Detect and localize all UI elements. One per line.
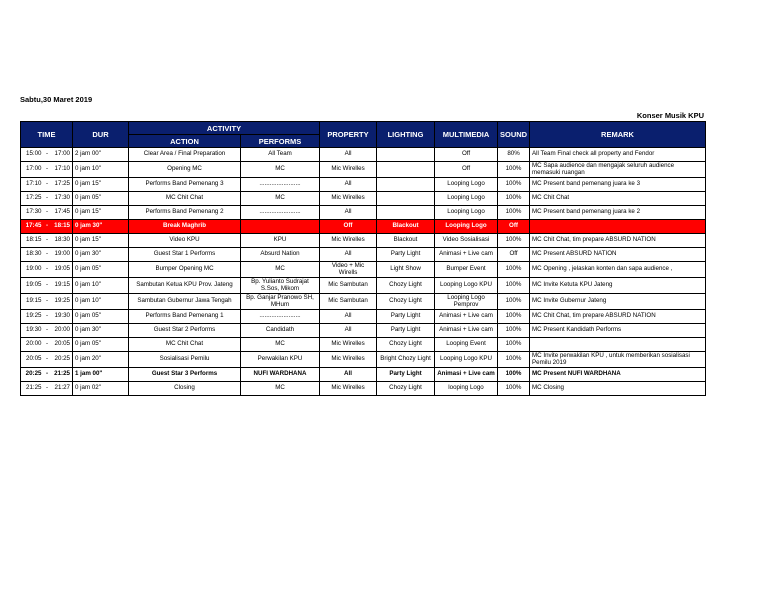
cell-remark: MC Chit Chat, tim prepare ABSURD NATION (530, 234, 706, 248)
table-row (21, 162, 706, 178)
cell-multimedia: Video Sosialisasi (435, 234, 498, 248)
cell-multimedia: Looping Event (435, 338, 498, 352)
cell-duration: 0 jam 05" (73, 338, 129, 352)
cell-duration: 0 jam 05" (73, 262, 129, 278)
cell-time-separator: - (44, 338, 51, 352)
cell-time-end: 20:05 (51, 338, 73, 352)
cell-time-start: 19:30 (21, 324, 44, 338)
cell-time-separator: - (44, 248, 51, 262)
cell-time-end: 17:25 (51, 178, 73, 192)
cell-action: Sambutan Ketua KPU Prov. Jateng (129, 278, 241, 294)
col-activity: ACTIVITY (129, 122, 320, 135)
cell-multimedia: Off (435, 162, 498, 178)
table-row (21, 206, 706, 220)
cell-remark: MC Opening , jelaskan konten dan sapa audience , (530, 262, 706, 278)
cell-duration: 0 jam 30" (73, 220, 129, 234)
cell-action: Break Maghrib (129, 220, 241, 234)
cell-lighting: Blackout (377, 220, 435, 234)
table-row (21, 278, 706, 294)
cell-multimedia: Looping Logo (435, 192, 498, 206)
cell-time-start: 17:10 (21, 178, 44, 192)
cell-sound: Off (498, 248, 530, 262)
col-property: PROPERTY (320, 122, 377, 148)
cell-lighting: Chozy Light (377, 338, 435, 352)
cell-time-start: 17:45 (21, 220, 44, 234)
cell-performs: MC (241, 192, 320, 206)
cell-performs: ........................ (241, 310, 320, 324)
cell-sound: 100% (498, 262, 530, 278)
cell-time-start: 19:25 (21, 310, 44, 324)
table-row (21, 294, 706, 310)
cell-property: All (320, 178, 377, 192)
cell-sound: 80% (498, 148, 530, 162)
cell-remark: MC Chit Chat (530, 192, 706, 206)
cell-action: Sosialisasi Pemilu (129, 352, 241, 368)
cell-time-start: 20:25 (21, 368, 44, 382)
cell-action: Video KPU (129, 234, 241, 248)
cell-multimedia: Bumper Event (435, 262, 498, 278)
cell-multimedia: Looping Logo (435, 178, 498, 192)
cell-property: All (320, 206, 377, 220)
cell-lighting: Chozy Light (377, 382, 435, 396)
cell-lighting: Party Light (377, 324, 435, 338)
cell-remark: MC Present band pemenang juara ke 2 (530, 206, 706, 220)
cell-duration: 0 jam 10" (73, 294, 129, 310)
col-remark: REMARK (530, 122, 706, 148)
cell-action: Performs Band Pemenang 1 (129, 310, 241, 324)
table-body (21, 148, 706, 396)
cell-performs (241, 220, 320, 234)
cell-performs: All Team (241, 148, 320, 162)
cell-sound: 100% (498, 206, 530, 220)
cell-time-end: 17:30 (51, 192, 73, 206)
cell-property: Off (320, 220, 377, 234)
table-row (21, 262, 706, 278)
cell-time-end: 17:10 (51, 162, 73, 178)
cell-time-end: 19:00 (51, 248, 73, 262)
col-dur: DUR (73, 122, 129, 148)
cell-performs: MC (241, 262, 320, 278)
table-row (21, 324, 706, 338)
col-action: ACTION (129, 135, 241, 148)
cell-time-start: 15:00 (21, 148, 44, 162)
cell-property: All (320, 248, 377, 262)
cell-performs: ........................ (241, 178, 320, 192)
cell-action: Sambutan Gubernur Jawa Tengah (129, 294, 241, 310)
cell-duration: 1 jam 00" (73, 368, 129, 382)
cell-lighting (377, 162, 435, 178)
cell-sound: Off (498, 220, 530, 234)
cell-duration: 0 jam 15" (73, 234, 129, 248)
cell-time-separator: - (44, 206, 51, 220)
cell-time-separator: - (44, 310, 51, 324)
cell-time-start: 19:05 (21, 278, 44, 294)
cell-lighting (377, 148, 435, 162)
cell-property: Mic Sambutan (320, 294, 377, 310)
cell-property: All (320, 368, 377, 382)
cell-time-end: 17:00 (51, 148, 73, 162)
cell-performs: MC (241, 162, 320, 178)
cell-multimedia: Animasi + Live cam (435, 324, 498, 338)
cell-action: Guest Star 1 Performs (129, 248, 241, 262)
cell-lighting (377, 192, 435, 206)
cell-sound: 100% (498, 178, 530, 192)
table-row (21, 368, 706, 382)
cell-property: All (320, 324, 377, 338)
cell-remark: MC Present band pemenang juara ke 3 (530, 178, 706, 192)
col-lighting: LIGHTING (377, 122, 435, 148)
cell-multimedia: Looping Logo KPU (435, 352, 498, 368)
cell-multimedia: Looping Logo (435, 220, 498, 234)
cell-lighting (377, 206, 435, 220)
cell-duration: 0 jam 30" (73, 248, 129, 262)
table-row (21, 178, 706, 192)
cell-multimedia: Off (435, 148, 498, 162)
schedule-date: Sabtu,30 Maret 2019 (20, 95, 93, 104)
cell-time-end: 19:30 (51, 310, 73, 324)
cell-performs: MC (241, 382, 320, 396)
table-row (21, 248, 706, 262)
cell-performs: Perwakilan KPU (241, 352, 320, 368)
cell-property: All (320, 148, 377, 162)
cell-time-end: 19:25 (51, 294, 73, 310)
col-sound: SOUND (498, 122, 530, 148)
cell-property: Mic Wirelles (320, 234, 377, 248)
cell-sound: 100% (498, 192, 530, 206)
cell-property: Mic Wirelles (320, 352, 377, 368)
cell-performs: ........................ (241, 206, 320, 220)
cell-time-separator: - (44, 234, 51, 248)
cell-remark: All Team Final check all property and Fendor (530, 148, 706, 162)
cell-sound: 100% (498, 382, 530, 396)
cell-property: All (320, 310, 377, 324)
cell-sound: 100% (498, 162, 530, 178)
cell-multimedia: Animasi + Live cam (435, 248, 498, 262)
cell-lighting: Bright Chozy Light (377, 352, 435, 368)
cell-action: Performs Band Pemenang 2 (129, 206, 241, 220)
table-row (21, 352, 706, 368)
cell-action: Guest Star 2 Performs (129, 324, 241, 338)
cell-property: Video + Mic Wirells (320, 262, 377, 278)
cell-duration: 0 jam 05" (73, 192, 129, 206)
event-title: Konser Musik KPU (636, 111, 704, 120)
cell-time-start: 17:00 (21, 162, 44, 178)
cell-time-separator: - (44, 148, 51, 162)
cell-time-end: 20:00 (51, 324, 73, 338)
cell-time-start: 20:00 (21, 338, 44, 352)
cell-remark (530, 220, 706, 234)
col-performs: PERFORMS (241, 135, 320, 148)
rundown-table (20, 121, 706, 396)
cell-duration: 0 jam 10" (73, 162, 129, 178)
cell-action: Opening MC (129, 162, 241, 178)
cell-sound: 100% (498, 294, 530, 310)
cell-sound: 100% (498, 310, 530, 324)
cell-remark: MC Sapa audience dan mengajak seluruh audience memasuki ruangan (530, 162, 706, 178)
cell-multimedia: Looping Logo (435, 206, 498, 220)
cell-sound: 100% (498, 338, 530, 352)
cell-time-start: 20:05 (21, 352, 44, 368)
cell-time-start: 21:25 (21, 382, 44, 396)
cell-lighting: Light Show (377, 262, 435, 278)
col-time: TIME (21, 122, 73, 148)
cell-action: MC Chit Chat (129, 192, 241, 206)
cell-time-separator: - (44, 178, 51, 192)
table-row (21, 382, 706, 396)
table-row (21, 192, 706, 206)
cell-property: Mic Wirelles (320, 338, 377, 352)
cell-time-separator: - (44, 368, 51, 382)
cell-time-separator: - (44, 192, 51, 206)
cell-time-separator: - (44, 324, 51, 338)
cell-time-start: 19:15 (21, 294, 44, 310)
cell-remark: MC Invite perwakilan KPU , untuk memberikan sosialisasi Pemilu 2019 (530, 352, 706, 368)
cell-lighting: Chozy Light (377, 278, 435, 294)
col-multimedia: MULTIMEDIA (435, 122, 498, 148)
table-row (21, 310, 706, 324)
cell-performs: KPU (241, 234, 320, 248)
cell-time-start: 19:00 (21, 262, 44, 278)
cell-time-separator: - (44, 262, 51, 278)
cell-action: Clear Area / Final Preparation (129, 148, 241, 162)
cell-lighting: Party Light (377, 368, 435, 382)
cell-action: Performs Band Pemenang 3 (129, 178, 241, 192)
cell-performs: Candidath (241, 324, 320, 338)
cell-remark: MC Invite Gubernur Jateng (530, 294, 706, 310)
table-row (21, 220, 706, 234)
cell-multimedia: Animasi + Live cam (435, 310, 498, 324)
cell-time-separator: - (44, 162, 51, 178)
cell-sound: 100% (498, 368, 530, 382)
cell-property: Mic Wirelles (320, 162, 377, 178)
cell-sound: 100% (498, 352, 530, 368)
cell-sound: 100% (498, 324, 530, 338)
cell-remark (530, 338, 706, 352)
cell-remark: MC Present ABSURD NATION (530, 248, 706, 262)
cell-time-end: 21:25 (51, 368, 73, 382)
cell-duration: 2 jam 00" (73, 148, 129, 162)
cell-duration: 0 jam 20" (73, 352, 129, 368)
cell-lighting: Chozy Light (377, 294, 435, 310)
cell-performs: Bp. Yulianto Sudrajat S.Sos, Mikom (241, 278, 320, 294)
cell-time-end: 18:15 (51, 220, 73, 234)
cell-time-end: 18:30 (51, 234, 73, 248)
cell-multimedia: Animasi + Live cam (435, 368, 498, 382)
table-row (21, 234, 706, 248)
cell-performs: Bp. Ganjar Pranowo SH, MHum (241, 294, 320, 310)
cell-sound: 100% (498, 234, 530, 248)
cell-action: MC Chit Chat (129, 338, 241, 352)
cell-remark: MC Present NUFI WARDHANA (530, 368, 706, 382)
cell-property: Mic Wirelles (320, 192, 377, 206)
cell-time-separator: - (44, 294, 51, 310)
cell-multimedia: Looping Logo KPU (435, 278, 498, 294)
cell-lighting: Party Light (377, 248, 435, 262)
cell-duration: 0 jam 02" (73, 382, 129, 396)
cell-time-end: 21:27 (51, 382, 73, 396)
cell-time-end: 20:25 (51, 352, 73, 368)
cell-action: Guest Star 3 Performs (129, 368, 241, 382)
cell-time-start: 18:30 (21, 248, 44, 262)
cell-multimedia: Looping Logo Pemprov (435, 294, 498, 310)
cell-time-start: 17:25 (21, 192, 44, 206)
cell-performs: Absurd Nation (241, 248, 320, 262)
cell-property: Mic Sambutan (320, 278, 377, 294)
cell-lighting: Party Light (377, 310, 435, 324)
cell-remark: MC Chit Chat, tim prepare ABSURD NATION (530, 310, 706, 324)
cell-performs: MC (241, 338, 320, 352)
cell-time-start: 18:15 (21, 234, 44, 248)
cell-sound: 100% (498, 278, 530, 294)
cell-multimedia: looping Logo (435, 382, 498, 396)
cell-time-end: 19:15 (51, 278, 73, 294)
cell-duration: 0 jam 15" (73, 206, 129, 220)
cell-remark: MC Present Kandidath Performs (530, 324, 706, 338)
cell-remark: MC Closing (530, 382, 706, 396)
table-row (21, 338, 706, 352)
cell-property: Mic Wirelles (320, 382, 377, 396)
cell-action: Closing (129, 382, 241, 396)
cell-lighting: Blackout (377, 234, 435, 248)
cell-action: Bumper Opening MC (129, 262, 241, 278)
cell-time-separator: - (44, 382, 51, 396)
cell-time-separator: - (44, 352, 51, 368)
cell-lighting (377, 178, 435, 192)
cell-duration: 0 jam 15" (73, 178, 129, 192)
cell-duration: 0 jam 30" (73, 324, 129, 338)
cell-time-end: 17:45 (51, 206, 73, 220)
cell-time-separator: - (44, 220, 51, 234)
table-header (21, 122, 706, 148)
cell-time-start: 17:30 (21, 206, 44, 220)
table-row (21, 148, 706, 162)
cell-remark: MC Invite Ketuta KPU Jateng (530, 278, 706, 294)
cell-duration: 0 jam 05" (73, 310, 129, 324)
cell-time-end: 19:05 (51, 262, 73, 278)
cell-duration: 0 jam 10" (73, 278, 129, 294)
cell-performs: NUFI WARDHANA (241, 368, 320, 382)
cell-time-separator: - (44, 278, 51, 294)
